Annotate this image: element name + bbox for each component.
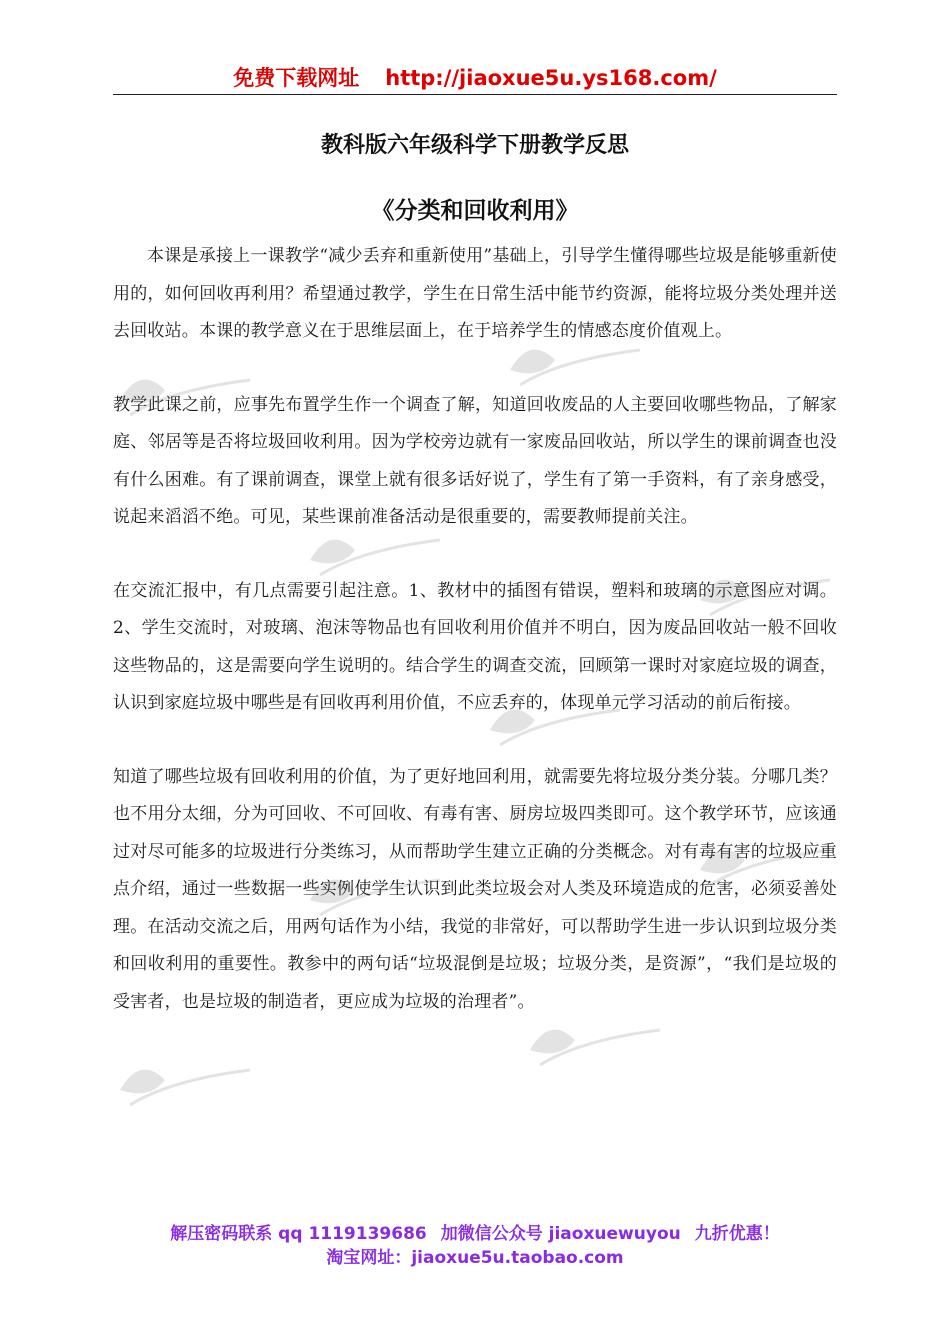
footer-wechat: 加微信公众号 jiaoxuewuyou: [440, 1224, 681, 1244]
paragraph-3: 在交流汇报中，有几点需要引起注意。1、教材中的插图有错误，塑料和玻璃的示意图应对调。2、学生交流时，对玻璃、泡沫等物品也有回收利用价值并不明白，因为废品回收站一般不回收这些物品的，这是需要向学生说明的。结合学生的调查交流，回顾第一课时对家庭垃圾的调查，认识到家庭垃圾中哪些是有回收再利用价值，不应丢弃的，体现单元学习活动的前后衔接。: [113, 580, 837, 713]
footer-qq-contact: 解压密码联系 qq 1119139686: [170, 1224, 427, 1244]
footer-taobao-link[interactable]: 淘宝网址：jiaoxue5u.taobao.com: [326, 1248, 624, 1268]
page-title: 教科版六年级科学下册教学反思: [320, 133, 629, 158]
header-download-line: [0, 62, 950, 92]
paragraph-4: 知道了哪些垃圾有回收利用的价值，为了更好地回利用，就需要先将垃圾分类分装。分哪几类？也不用分太细，分为可回收、不可回收、有毒有害、厨房垃圾四类即可。这个教学环节，应该通过对尽可能多的垃圾进行分类练习，从而帮助学生建立正确的分类概念。对有毒有害的垃圾应重点介绍，通过一些数据一些实例使学生认识到此类垃圾会对人类及环境造成的危害，必须妥善处理。在活动交流之后，用两句话作为小结，我觉的非常好，可以帮助学生进一步认识到垃圾分类和回收利用的重要性。教参中的两句话“垃圾混倒是垃圾；垃圾分类，是资源”，“我们是垃圾的受害者，也是垃圾的制造者，更应成为垃圾的治理者”。: [113, 766, 837, 1012]
header-divider: [113, 94, 837, 95]
article-body: [113, 238, 837, 1057]
watermark-logo-icon: [110, 1050, 260, 1120]
paragraph-2: 教学此课之前，应事先布置学生作一个调查了解，知道回收废品的人主要回收哪些物品，了解家庭、邻居等是否将垃圾回收利用。因为学校旁边就有一家废品回收站，所以学生的课前调查也没有什么困难。有了课前调查，课堂上就有很多话好说了，学生有了第一手资料，有了亲身感受，说起来滔滔不绝。可见，某些课前准备活动是很重要的，需要教师提前关注。: [113, 394, 837, 527]
footer-contact-line: [0, 1219, 950, 1244]
paragraph-1: 本课是承接上一课教学“减少丢弃和重新使用”基础上，引导学生懂得哪些垃圾是能够重新使用的，如何回收再利用？希望通过教学，学生在日常生活中能节约资源，能将垃圾分类处理并送去回收站。本课的教学意义在于思维层面上，在于培养学生的情感态度价值观上。: [113, 246, 837, 341]
footer-discount: 九折优惠！: [694, 1224, 780, 1244]
header-label: 免费下载网址: [233, 66, 360, 90]
lesson-subtitle: 《分类和回收利用》: [371, 198, 579, 224]
header-url-link[interactable]: http://jiaoxue5u.ys168.com/: [385, 66, 717, 90]
